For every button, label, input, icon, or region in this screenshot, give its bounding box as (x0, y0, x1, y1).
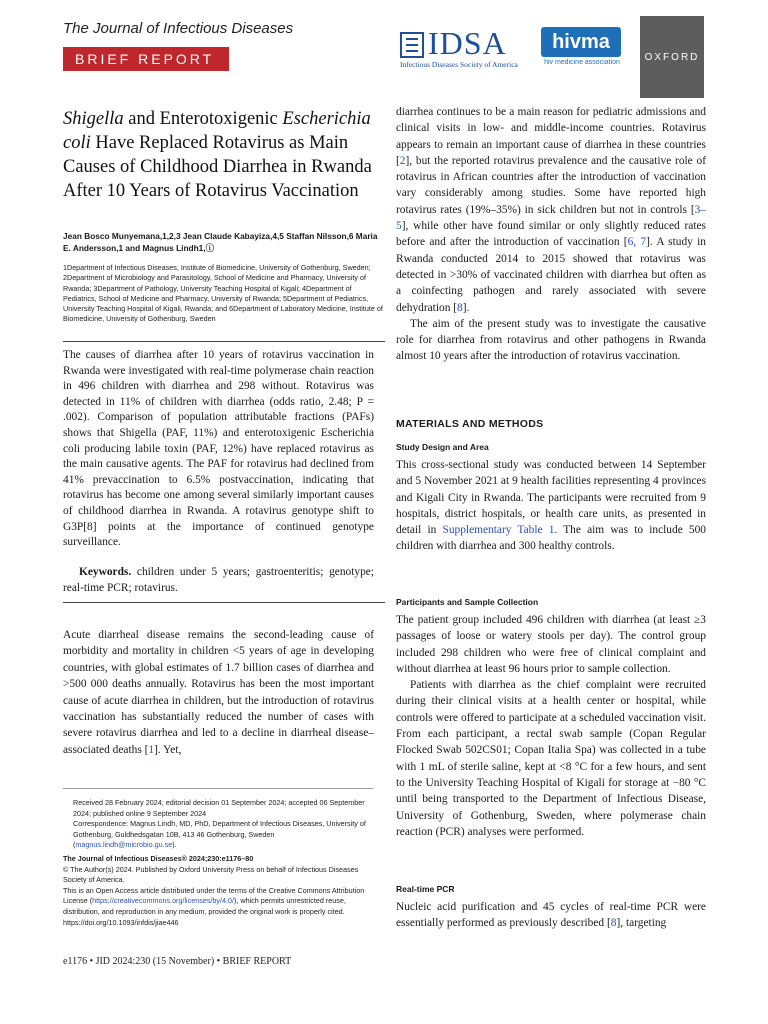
license-text: This is an Open Access article distributed under the terms of the Creative Commons Attribution License ( (63, 885, 365, 906)
correspondence-text: Correspondence: Magnus Lindh, MD, PhD, Department of Infectious Diseases, University of Gothenburg, Guldhedsgatan 10B, 413 46 Gothenburg, Sweden ( (73, 819, 366, 850)
correspondence-end: ). (172, 840, 177, 850)
author-list: Jean Bosco Munyemana,1,2,3 Jean Claude Kabayiza,4,5 Staffan Nilsson,6 Maria E. Andersson,1 and Magnus Lindh1,ⓘ (63, 231, 378, 253)
intro-text: Acute diarrheal disease remains the second-leading cause of morbidity and mortality in children <5 years of age in developing countries, with global estimates of 1.7 billion cases of diarrhea and >500 000 deaths annually. Rotavirus has been the most important cause of acute diarrhea in children, but the introduction of rotavirus vaccination has substantially reduced the number of cases with severe rotavirus diarrhea and led to a decline in diarrheal disease–associated deaths [ (63, 629, 374, 756)
idsa-logo (398, 27, 532, 69)
section-heading-methods: MATERIALS AND METHODS (396, 418, 544, 430)
intro-paragraph-2 (396, 104, 706, 316)
pcr-paragraph (396, 899, 706, 932)
abstract: The causes of diarrhea after 10 years of rotavirus vaccination in Rwanda were investigated with real-time polymerase chain reaction in 496 children with diarrhea and 298 without. Rotavirus was detected in 11% of children with diarrhea (odds ratio, 2.48; P = .002). Comparison of population attributable fractions (PAFs) shows that Shigella (PAF, 11%) and enterotoxigenic Escherichia coli producing labile toxin (PAF, 12%) have replaced rotavirus as the main causative agents. The PAF for rotavirus had declined from 41% prevaccination to 6.5% postvaccination, indicating that rotavirus has become one among several similarly important causes of childhood diarrhea in Rwanda. A rotavirus genotype shift to G3P[8] points at the importance of continued genotype surveillance. (63, 349, 374, 549)
citation-link[interactable]: 8 (457, 301, 463, 314)
correspondence (73, 819, 374, 851)
oxford-logo (640, 16, 704, 98)
text: ], targeting (616, 917, 667, 930)
hivma-tagline: hiv medicine association (544, 59, 620, 66)
doi-link[interactable]: https://doi.org/10.1093/infdis/jiae446 (63, 917, 179, 927)
subsection-heading-pcr: Real-time PCR (396, 884, 455, 894)
keywords (63, 565, 374, 596)
page-footer: e1176 • JID 2024:230 (15 November) • BRIEF REPORT (63, 956, 292, 967)
text: This cross-sectional study was conducted between 14 September and 5 November 2021 at 9 health facilities representing 4 provinces and Kigali City in Rwanda. The participants were recruited from 9 hospitals, district hospitals, or health care units, as presented in detail in (396, 459, 706, 537)
title-part-2: Have Replaced Rotavirus as Main Causes of Childhood Diarrhea in Rwanda After 10 Years of Rotavirus Vaccination (63, 133, 372, 201)
intro-text-end: ]. Yet, (154, 743, 182, 756)
citation-link[interactable]: 2 (399, 154, 406, 167)
license-link[interactable]: https://creativecommons.org/licenses/by/4.0/ (92, 896, 234, 906)
subsection-heading-study: Study Design and Area (396, 442, 489, 452)
introduction-paragraph (63, 627, 374, 758)
keywords-label: Keywords. (79, 566, 132, 578)
pcr-text (396, 899, 706, 932)
idsa-emblem-icon (398, 29, 426, 61)
title-part-1: and Enterotoxigenic (123, 109, 283, 129)
title-italic-ecoli: Escherichia coli (63, 109, 371, 153)
notes-rule (63, 788, 373, 789)
license-text-end: ), which permits unrestricted reuse, distribution, and reproduction in any medium, provided the original work is properly cited. (63, 896, 346, 916)
idsa-wordmark: IDSA (428, 25, 507, 61)
article-type-banner: BRIEF REPORT (63, 47, 229, 71)
journal-citation-line: The Journal of Infectious Diseases® 2024;230:e1176–80 (63, 853, 254, 863)
text: ]. (462, 301, 470, 314)
abstract-bottom-rule (63, 602, 385, 603)
keywords-text: children under 5 years; gastroenteritis; genotype; real-time PCR; rotavirus. (63, 566, 374, 594)
received-dates: Received 28 February 2024; editorial decision 01 September 2024; accepted 06 September 2024; published online 9 September 2024 (73, 798, 365, 818)
citation-link[interactable]: 3–5 (396, 203, 706, 233)
citation-link[interactable]: 6, 7 (627, 236, 647, 249)
journal-name: The Journal of Infectious Diseases (63, 20, 294, 37)
affiliations: 1Department of Infectious Diseases, Institute of Biomedicine, University of Gothenburg, Sweden; 2Department of Microbiology and Parasitology, School of Medicine and Pharmacy, University of Rwanda; 3Department of Pathology, University Teaching Hospital of Kigali; 4Department of Pediatrics, School of Medicine and Pharmacy, University of Rwanda; 5Department of Pediatrics, University Teaching Hospital of Kigali, Rwanda; and 6Department of Laboratory Medicine, Institute of Biomedicine, University of Gothenburg, Sweden (63, 263, 383, 324)
participants-section (396, 612, 706, 840)
abstract-top-rule (63, 341, 385, 342)
text: diarrhea continues to be a main reason for pediatric admissions and clinical visits in low- and middle-income countries. Rotavirus appears to remain an important cause of diarrhea in these countries [ (396, 106, 706, 167)
study-text (396, 457, 706, 555)
hivma-logo: hivma (541, 27, 621, 57)
aim-paragraph: The aim of the present study was to investigate the causative role for diarrhea from rotavirus and other pathogens in Rwanda almost 10 years after the introduction of rotavirus vaccination. (396, 317, 706, 363)
text: ], while other have found similar or only slightly reduced rates before and after the introduction of vaccination [ (396, 220, 706, 249)
text: Nucleic acid purification and 45 cycles of real-time PCR were essentially performed as previously described [ (396, 901, 706, 930)
text: ]. A study in Rwanda conducted 2014 to 2015 showed that rotavirus was detected in >30% of vaccinated children with diarrhea but often as a coinfecting pathogen and rarely associated with severe dehydration [ (396, 236, 706, 314)
article-title (63, 107, 383, 203)
supplementary-table-link[interactable]: Supplementary Table 1 (442, 524, 555, 537)
text: ], but the reported rotavirus prevalence and the causative role of rotavirus in African countries after the introduction of vaccination vary considerably among studies. Some have reported high rotavirus rates (19%–35%) in sick children but not in controls [ (396, 154, 706, 216)
study-design-paragraph (396, 457, 706, 555)
license (63, 886, 374, 918)
intro-continued (396, 104, 706, 365)
participants-paragraph-1: The patient group included 496 children with diarrhea (at least ≥3 passages of loose or watery stools per day). The control group included 298 children who were free of clinical complaint and without diarrhea at least 96 hours prior to sample collection. (396, 614, 706, 675)
citation-link[interactable]: 8 (610, 917, 617, 930)
email-link[interactable]: magnus.lindh@microbio.gu.se (75, 840, 173, 850)
copyright: © The Author(s) 2024. Published by Oxford University Press on behalf of Infectious Diseases Society of America. (63, 864, 359, 885)
oxford-wordmark: OXFORD (644, 52, 700, 63)
subsection-heading-participants: Participants and Sample Collection (396, 597, 539, 607)
idsa-tagline: Infectious Diseases Society of America (400, 60, 518, 69)
text: . The aim was to include 500 children with diarrhea and 300 healthy controls. (396, 524, 706, 553)
article-notes (63, 798, 374, 928)
title-italic-shigella: Shigella (63, 109, 124, 129)
participants-paragraph-2: Patients with diarrhea as the chief complaint were recruited during their clinical visits at a health center or hospital, while controls were offered to participate at a scheduled vaccination visit. From each participant, a rectal swab sample (Copan Regular Flocked Swab 502CS01; Copan Italia Spa) was collected in a tube with 1 mL of sterile saline, kept at <8 °C for a few hours, and sent to the University Teaching Hospital of Kigali for storage at −80 °C until being transported to the Department of Infectious Disease, University of Gothenburg, Sweden, where polymerase chain reaction (PCR) analyses were performed. (396, 679, 706, 838)
citation-link[interactable]: 1 (148, 743, 155, 756)
